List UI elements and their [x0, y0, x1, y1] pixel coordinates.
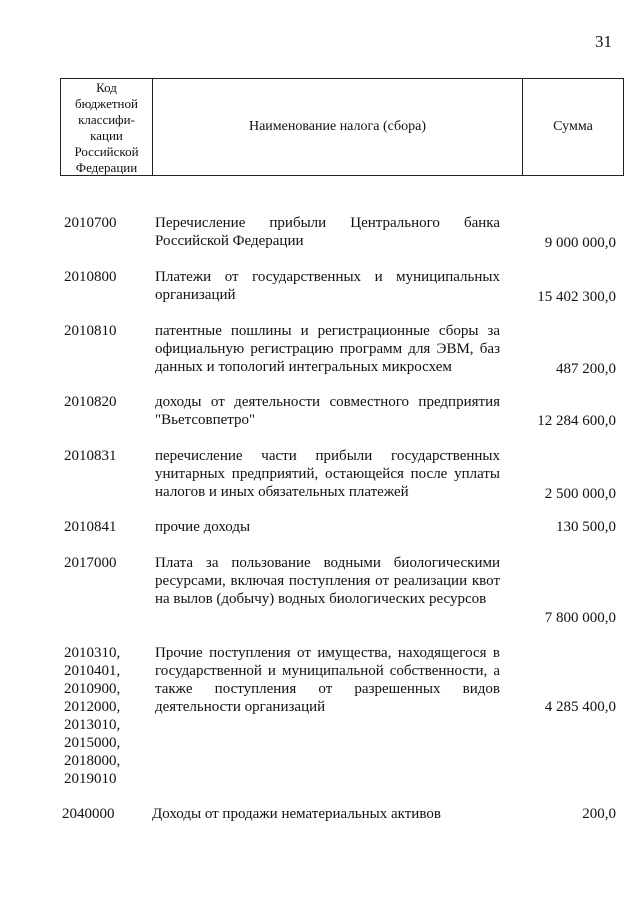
row-name: перечисление части прибыли государственных унитарных предприятий, остающейся после уплаты налогов и иных обязательных платежей: [155, 448, 500, 500]
header-code-line: классифи-: [78, 112, 135, 127]
row-amount: 4 285 400,0: [544, 699, 616, 715]
row-amount: 15 402 300,0: [537, 289, 616, 305]
row-code-list: 2010310, 2010401, 2010900, 2012000, 2013010, 2015000, 2018000, 2019010: [64, 645, 121, 787]
row-name: прочие доходы: [155, 519, 251, 535]
row-amount: 130 500,0: [556, 519, 616, 535]
page-number: 31: [595, 32, 612, 51]
row-code: 2010820: [64, 394, 117, 410]
row-name: патентные пошлины и регистрационные сборы за официальную регистрацию программ для ЭВМ, баз данных и топологий интегральных микросхем: [155, 323, 500, 375]
header-code-line: Код: [96, 80, 117, 95]
row-name: Платежи от государственных и муниципальных организаций: [155, 269, 500, 303]
row-name: Плата за пользование водными биологическими ресурсами, включая поступления от реализации квот на вылов (добычу) водных биологических ресурсов: [155, 555, 500, 607]
header-code-line: кации: [90, 128, 123, 143]
header-code-column: [61, 79, 153, 175]
row-code: 2040000: [62, 806, 115, 822]
header-sum-column: Сумма: [553, 119, 593, 134]
row-name: Перечисление прибыли Центрального банка Российской Федерации: [155, 215, 500, 249]
row-code: 2010700: [64, 215, 117, 231]
row-amount: 2 500 000,0: [544, 486, 616, 502]
row-amount: 7 800 000,0: [544, 610, 616, 626]
row-amount: 487 200,0: [556, 361, 616, 377]
row-amount: 12 284 600,0: [537, 413, 616, 429]
row-amount: 9 000 000,0: [544, 235, 616, 251]
header-name-column: Наименование налога (сбора): [153, 79, 523, 175]
row-amount: 200,0: [582, 806, 616, 822]
header-code-line: Федерации: [75, 160, 138, 175]
row-code: 2010841: [64, 519, 117, 535]
row-name: Прочие поступления от имущества, находящегося в государственной и муниципальной собственности, а также поступления от разрешенных видов деятельности организаций: [155, 645, 500, 715]
table-header: [60, 78, 624, 176]
header-code-line: Российской: [74, 144, 139, 159]
header-code-line: бюджетной: [75, 96, 138, 111]
row-code: 2010800: [64, 269, 117, 285]
row-code: 2017000: [64, 555, 117, 571]
row-name: Доходы от продажи нематериальных активов: [152, 806, 441, 822]
row-code: 2010810: [64, 323, 117, 339]
row-name: доходы от деятельности совместного предприятия "Вьетсовпетро": [155, 394, 500, 428]
row-code: 2010831: [64, 448, 117, 464]
